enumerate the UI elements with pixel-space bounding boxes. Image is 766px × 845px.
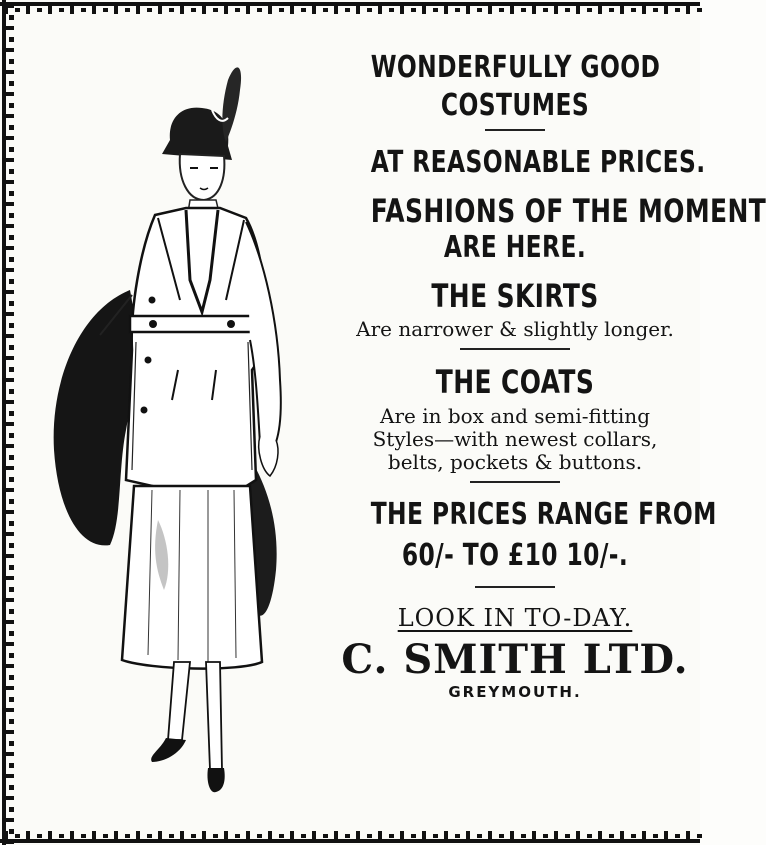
belt <box>130 316 254 332</box>
ornamental-border-bottom <box>0 825 700 845</box>
rule-divider <box>470 481 560 483</box>
rule-divider <box>460 348 570 350</box>
rule-divider <box>485 129 545 131</box>
headline-are-here: ARE HERE. <box>443 230 587 266</box>
hat <box>162 108 232 160</box>
fur-stole <box>54 290 136 545</box>
prices-range: 60/- TO £10 10/-. <box>401 538 629 574</box>
rule-divider <box>475 586 555 588</box>
headline-reasonable-prices: AT REASONABLE PRICES. <box>370 145 706 180</box>
ornamental-border-left <box>0 0 22 845</box>
jacket <box>126 208 266 490</box>
company-name: C. SMITH LTD. <box>341 635 689 683</box>
ornamental-border-top <box>0 0 700 20</box>
coats-heading: THE COATS <box>435 363 595 402</box>
coats-description-line-2: Styles—with newest collars, <box>372 426 658 451</box>
prices-heading: THE PRICES RANGE FROM <box>370 496 717 532</box>
coats-description-line-1: Are in box and semi-fitting <box>380 403 650 428</box>
company-town: GREYMOUTH. <box>448 682 582 701</box>
woman-in-costume-illustration <box>40 50 310 810</box>
headline-fashions-of-the-moment: FASHIONS OF THE MOMENT <box>370 191 766 230</box>
face <box>180 154 225 200</box>
skirt <box>122 486 262 669</box>
skirts-heading: THE SKIRTS <box>431 276 599 315</box>
headline-wonderfully-good: WONDERFULLY GOOD <box>370 50 661 85</box>
headline-costumes: COSTUMES <box>440 87 590 123</box>
shoe-left <box>151 738 186 762</box>
coats-description-line-3: belts, pockets & buttons. <box>387 449 643 474</box>
call-to-action: LOOK IN TO-DAY. <box>397 603 633 632</box>
shoe-right <box>207 768 224 792</box>
skirts-description: Are narrower & slightly longer. <box>356 317 674 342</box>
advert-copy <box>330 34 766 701</box>
